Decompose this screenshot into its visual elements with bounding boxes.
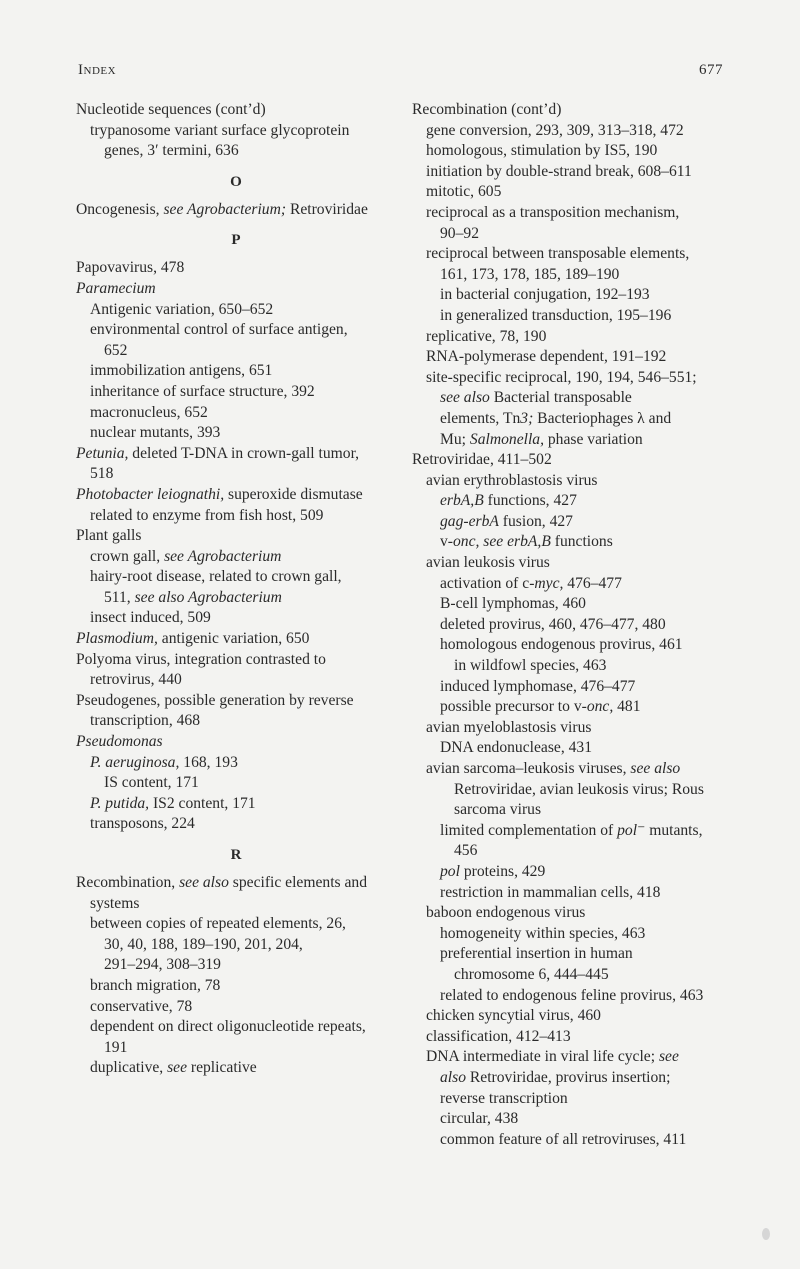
index-entry: related to enzyme from fish host, 509 [90, 506, 324, 524]
index-entry: classification, 412–413 [426, 1027, 571, 1045]
index-entry: 456 [454, 842, 478, 860]
running-header [78, 62, 723, 84]
index-entry: circular, 438 [440, 1110, 519, 1128]
section-letter: R [230, 847, 242, 863]
index-entry [412, 532, 742, 553]
entry-text: v- [440, 533, 453, 551]
section-letter: O [230, 173, 242, 190]
entry-text: superoxide dismutase [224, 485, 363, 503]
index-entry: Retroviridae, 411–502 [412, 451, 552, 469]
section-letter: P [231, 232, 241, 249]
index-entry [76, 444, 396, 465]
index-entry: baboon endogenous virus [426, 904, 586, 922]
index-entry: preferential insertion in human [440, 945, 633, 963]
index-entry [412, 1068, 742, 1089]
index-entry: common feature of all retroviruses, 411 [440, 1130, 687, 1148]
index-entry: homologous endogenous provirus, 461 [440, 636, 683, 654]
entry-text: proteins, 429 [459, 862, 546, 880]
entry-text: duplicative, [90, 1059, 168, 1077]
entry-text: avian sarcoma–leukosis viruses, [426, 760, 631, 777]
entry-text: deleted T-DNA in crown-gall tumor, [128, 444, 360, 462]
index-entry: reverse transcription [440, 1089, 568, 1107]
entry-text: 476–477 [563, 574, 622, 592]
italic-text: P. putida, [90, 794, 150, 812]
index-entry: Polyoma virus, integration contrasted to [76, 650, 326, 668]
entry-text: Mu; [440, 430, 470, 448]
index-entry: chromosome 6, 444–445 [454, 965, 609, 983]
index-entry: avian leukosis virus [426, 554, 550, 572]
index-entry [76, 732, 396, 753]
index-entry [76, 753, 396, 774]
italic-text: Paramecium [76, 279, 156, 297]
entry-text: activation of c- [440, 574, 535, 592]
entry-text: Retroviridae [286, 200, 368, 218]
index-entry [412, 491, 742, 512]
italic-text: see Agrobacterium [164, 547, 282, 565]
italic-text: see [167, 1059, 187, 1077]
entry-text: DNA intermediate in viral life cycle; [426, 1048, 659, 1066]
index-entry: 291–294, 308–319 [104, 956, 221, 974]
index-entry: conservative, 78 [90, 997, 193, 1015]
italic-text: see Agrobacterium; [163, 200, 287, 218]
index-entry: initiation by double-strand break, 608–611 [426, 162, 692, 180]
index-entry [76, 1058, 396, 1079]
index-entry: related to endogenous feline provirus, 463 [440, 986, 704, 1004]
italic-text: pol [440, 862, 460, 880]
entry-text: possible precursor to v- [440, 698, 587, 716]
index-entry: deleted provirus, 460, 476–477, 480 [440, 615, 666, 633]
italic-text: Plasmodium, [76, 630, 158, 648]
index-entry [76, 279, 396, 300]
index-entry: mitotic, 605 [426, 183, 502, 201]
entry-text: replicative [187, 1059, 257, 1077]
index-entry: branch migration, 78 [90, 976, 221, 994]
entry-text: functions [550, 533, 613, 551]
index-column-left [76, 100, 396, 1079]
italic-text: Petunia, [76, 444, 129, 462]
index-entry: immobilization antigens, 651 [90, 362, 273, 380]
entry-text: Oncogenesis, [76, 200, 164, 218]
entry-text: 511, [104, 588, 135, 606]
index-entry [412, 512, 742, 533]
header-title: Index [78, 62, 117, 78]
index-entry: systems [90, 894, 140, 912]
index-entry [76, 873, 396, 894]
entry-text: 168, 193 [179, 753, 238, 771]
italic-text: erbA,B [440, 492, 484, 510]
index-entry: trypanosome variant surface glycoprotein [90, 121, 350, 139]
italic-text: see also Agrobacterium [134, 588, 282, 606]
italic-text: see also [440, 389, 490, 407]
index-entry: replicative, 78, 190 [426, 327, 547, 345]
entry-text: Bacteriophages λ and [533, 409, 672, 427]
italic-text: myc, [534, 574, 564, 592]
italic-text: pol [617, 821, 638, 839]
index-entry [76, 794, 396, 815]
italic-text: see also [179, 874, 229, 891]
index-entry: between copies of repeated elements, 26, [90, 915, 346, 933]
index-entry: Antigenic variation, 650–652 [90, 300, 274, 318]
italic-text: 3; [520, 409, 534, 427]
index-entry: dependent on direct oligonucleotide repeats, [90, 1018, 366, 1036]
italic-text: Photobacter leiognathi, [76, 485, 225, 503]
index-entry: 90–92 [440, 224, 479, 242]
index-entry: in wildfowl species, 463 [454, 657, 607, 675]
entry-text: phase variation [543, 430, 643, 448]
index-entry: Retroviridae, avian leukosis virus; Rous [454, 780, 704, 798]
entry-text: 481 [613, 698, 641, 716]
index-entry: 518 [90, 465, 114, 483]
index-entry: Papovavirus, 478 [76, 259, 185, 277]
index-entry: Pseudogenes, possible generation by reverse [76, 691, 354, 709]
index-entry [76, 588, 396, 609]
index-entry [412, 697, 742, 718]
index-entry: chicken syncytial virus, 460 [426, 1007, 601, 1025]
index-entry: in bacterial conjugation, 192–193 [440, 286, 650, 304]
index-entry: environmental control of surface antigen, [90, 321, 348, 339]
index-entry: 652 [104, 341, 128, 359]
index-entry: RNA-polymerase dependent, 191–192 [426, 348, 667, 366]
index-entry: reciprocal between transposable elements, [426, 245, 690, 263]
index-entry: restriction in mammalian cells, 418 [440, 883, 661, 901]
index-entry: Plant galls [76, 527, 142, 545]
index-entry [76, 200, 396, 221]
italic-text: onc, [586, 698, 614, 716]
index-entry: transcription, 468 [90, 712, 201, 730]
index-entry: transposons, 224 [90, 815, 195, 833]
index-entry: macronucleus, 652 [90, 403, 208, 421]
entry-text: functions, 427 [483, 492, 577, 510]
index-entry [412, 821, 742, 842]
index-entry: nuclear mutants, 393 [90, 424, 221, 442]
index-entry: in generalized transduction, 195–196 [440, 306, 672, 324]
index-entry: DNA endonuclease, 431 [440, 739, 593, 757]
italic-text: see also [630, 760, 681, 777]
index-entry: 191 [104, 1038, 128, 1056]
index-entry: induced lymphomase, 476–477 [440, 677, 636, 695]
index-entry [412, 574, 742, 595]
entry-text: fusion, 427 [498, 512, 573, 530]
index-entry: avian myeloblastosis virus [426, 718, 592, 736]
italic-text: Salmonella, [469, 430, 544, 448]
index-entry: retrovirus, 440 [90, 671, 182, 689]
italic-text: see [658, 1048, 679, 1066]
entry-text: Retroviridae, provirus insertion; [466, 1068, 671, 1086]
italic-text: Pseudomonas [76, 733, 163, 751]
italic-text: onc, see erbA,B [453, 533, 551, 551]
index-entry: gene conversion, 293, 309, 313–318, 472 [426, 121, 684, 139]
index-entry [412, 430, 742, 451]
index-entry: inheritance of surface structure, 392 [90, 382, 315, 400]
entry-text: elements, Tn [440, 409, 521, 427]
index-entry [76, 485, 396, 506]
index-entry [412, 388, 742, 409]
entry-text: ⁻ mutants, [637, 821, 703, 839]
index-entry: 161, 173, 178, 185, 189–190 [440, 265, 620, 283]
entry-text: IS2 content, 171 [149, 794, 256, 812]
italic-text: gag-erbA [440, 512, 499, 530]
index-entry: B-cell lymphomas, 460 [440, 595, 586, 613]
index-entry [76, 629, 396, 650]
entry-text: Recombination, [76, 874, 180, 891]
index-entry [412, 409, 742, 430]
entry-text: specific elements and [228, 874, 368, 891]
index-entry: Recombination (cont’d) [412, 101, 562, 118]
index-entry: IS content, 171 [104, 774, 199, 792]
index-entry: insect induced, 509 [90, 609, 211, 627]
index-entry: genes, 3′ termini, 636 [104, 142, 239, 160]
page-blemish [762, 1228, 770, 1240]
index-entry [412, 862, 742, 883]
italic-text: P. aeruginosa, [90, 753, 180, 771]
index-entry: homogeneity within species, 463 [440, 924, 646, 942]
index-entry: hairy-root disease, related to crown gall, [90, 568, 342, 586]
index-entry: sarcoma virus [454, 801, 542, 819]
italic-text: also [440, 1068, 466, 1086]
index-entry: avian erythroblastosis virus [426, 471, 598, 489]
index-entry: site-specific reciprocal, 190, 194, 546–551; [426, 368, 697, 386]
index-entry: homologous, stimulation by IS5, 190 [426, 142, 658, 160]
index-column-right [412, 100, 742, 1150]
index-entry [412, 759, 742, 780]
entry-text: limited complementation of [440, 821, 618, 839]
index-entry: 30, 40, 188, 189–190, 201, 204, [104, 935, 303, 953]
index-entry [412, 1047, 742, 1068]
index-entry: Nucleotide sequences (cont’d) [76, 101, 266, 118]
entry-text: Bacterial transposable [489, 389, 632, 407]
entry-text: antigenic variation, 650 [157, 630, 310, 648]
entry-text: crown gall, [90, 547, 165, 565]
index-entry: reciprocal as a transposition mechanism, [426, 203, 680, 221]
page-number: 677 [699, 62, 723, 78]
index-entry [76, 547, 396, 568]
